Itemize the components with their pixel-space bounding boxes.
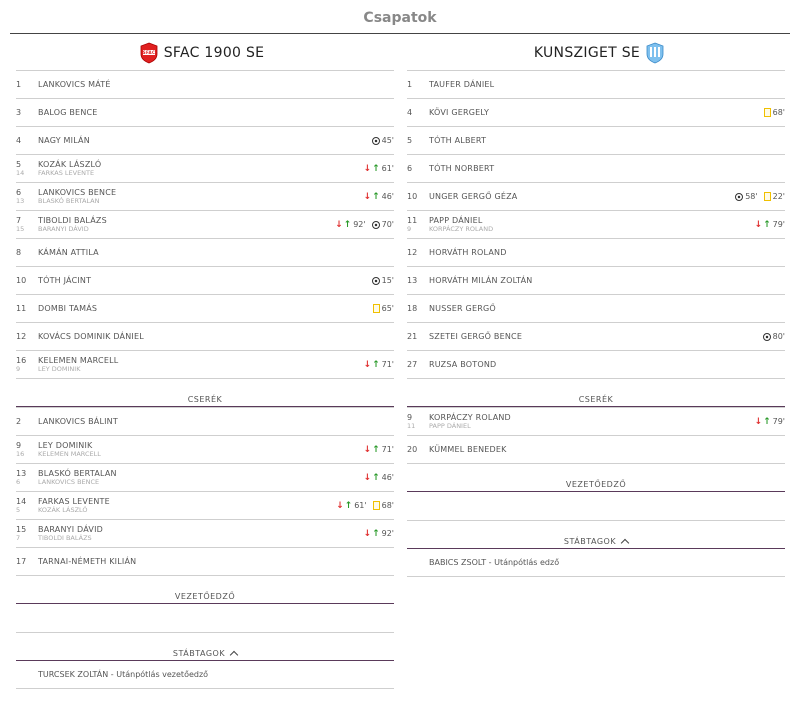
player-number: 1 [407,80,413,89]
yellow-card-icon [373,304,380,313]
player-name-col [38,304,373,313]
player-number-col [407,360,429,369]
player-row[interactable] [16,323,394,351]
player-number-col [407,332,429,341]
football-icon [763,333,771,341]
player-row[interactable] [16,520,394,548]
player-name-col [38,276,372,285]
replaced-player-name: KORPÁCZY ROLAND [429,225,494,233]
player-number-col [407,276,429,285]
substitution-icon: ↓ ↑ [754,219,771,230]
player-number: 5 [407,136,413,145]
player-row[interactable] [407,127,785,155]
player-number: 13 [16,469,27,478]
player-events [364,529,394,538]
player-name[interactable]: KÖVI GERGELY [429,108,490,117]
player-name-col [38,136,372,145]
replaced-player-name: LEY DOMINIK [38,365,81,373]
replaced-player-number: 5 [16,506,21,514]
replaced-player-number: 6 [16,478,21,486]
player-name[interactable]: KELEMEN MARCELL [38,356,119,365]
player-number-col [407,304,429,313]
player-row[interactable] [16,183,394,211]
away-starters-list [407,70,785,379]
player-number-col [16,248,38,257]
player-name-col [38,497,336,514]
substitution-icon: ↓ ↑ [363,359,380,370]
player-name-col [38,216,335,233]
player-name[interactable]: HORVÁTH ROLAND [429,248,507,257]
goal-event [372,220,394,229]
player-number-col [16,108,38,117]
substitution-icon: ↓ ↑ [363,444,380,455]
player-name-col [429,445,785,454]
player-number: 1 [16,80,22,89]
player-number: 13 [407,276,418,285]
sub-event [364,529,394,538]
replaced-player-number: 9 [16,365,21,373]
home-coach-title: VEZETŐEDZŐ [16,576,394,604]
player-name-col [429,276,785,285]
player-number-col [407,248,429,257]
player-name[interactable]: TIBOLDI BALÁZS [38,216,107,225]
player-name-col [38,248,394,257]
home-staff-toggle[interactable] [16,633,394,661]
player-name[interactable]: TÓTH NORBERT [429,164,495,173]
player-name-col [429,192,735,201]
player-events [364,192,394,201]
player-number: 11 [407,216,418,225]
player-row[interactable] [407,267,785,295]
player-number: 4 [16,136,22,145]
player-number-col [16,136,38,145]
replaced-player-number: 11 [407,422,416,430]
event-minute: 80' [772,332,785,341]
home-team-column [16,36,394,689]
replaced-player-number: 7 [16,534,21,542]
player-events [364,445,394,454]
player-number: 9 [16,441,22,450]
player-number: 6 [407,164,413,173]
away-coach-row [407,492,785,521]
away-staff-row: BABICS ZSOLT - Utánpótlás edző [407,549,785,577]
player-name[interactable]: TAUFER DÁNIEL [429,80,495,89]
player-name[interactable]: NUSSER GERGŐ [429,304,496,313]
event-minute: 92' [381,529,394,538]
player-name-col [38,469,364,486]
player-row[interactable] [16,464,394,492]
away-team-column [407,36,785,577]
replaced-player-name: TIBOLDI BALÁZS [38,534,92,542]
player-name[interactable]: KOVÁCS DOMINIK DÁNIEL [38,332,144,341]
player-row[interactable] [407,155,785,183]
player-number: 12 [407,248,418,257]
player-events [335,220,394,229]
substitution-icon: ↓ ↑ [363,528,380,539]
sub-event [364,473,394,482]
home-team-header [16,36,394,70]
player-name[interactable]: KÜMMEL BENEDEK [429,445,507,454]
player-number-col [16,160,38,177]
replaced-player-name: LANKOVICS BENCE [38,478,100,486]
substitution-icon: ↓ ↑ [754,416,771,427]
player-name-col [38,188,364,205]
player-name[interactable]: LANKOVICS MÁTÉ [38,80,111,89]
player-number: 2 [16,417,22,426]
player-name[interactable]: LANKOVICS BÁLINT [38,417,118,426]
event-minute: 92' [353,220,366,229]
player-name-col [429,413,755,430]
player-row[interactable] [407,183,785,211]
player-name[interactable]: DOMBI TAMÁS [38,304,98,313]
player-row[interactable] [16,295,394,323]
player-number-col [16,557,38,566]
sub-event [755,417,785,426]
sub-event [335,220,365,229]
home-staff-title: STÁBTAGOK [172,649,226,658]
player-number: 3 [16,108,22,117]
goal-event [372,136,394,145]
player-name-col [38,160,364,177]
sub-event [364,360,394,369]
player-events [364,360,394,369]
page-title: Csapatok [363,10,437,26]
player-name[interactable]: FARKAS LEVENTE [38,497,110,506]
player-name-col [429,360,785,369]
yellow-card-icon [764,108,771,117]
player-name-col [38,332,394,341]
player-name-col [429,164,785,173]
player-events [364,473,394,482]
goal-event [372,276,394,285]
player-number: 8 [16,248,22,257]
away-staff-toggle[interactable] [407,521,785,549]
player-name-col [38,80,394,89]
player-row[interactable] [407,436,785,464]
event-minute: 71' [381,360,394,369]
player-number-col [16,216,38,233]
home-team-name[interactable]: SFAC 1900 SE [163,45,265,61]
replaced-player-number: 15 [16,225,25,233]
player-row[interactable] [16,239,394,267]
event-minute: 58' [745,192,758,201]
player-number-col [16,188,38,205]
event-minute: 65' [381,304,394,313]
player-events [755,220,785,229]
event-minute: 79' [772,417,785,426]
player-name[interactable]: LEY DOMINIK [38,441,93,450]
player-number-col [407,164,429,173]
replaced-player-name: PAPP DÁNIEL [429,422,471,430]
player-number: 20 [407,445,418,454]
event-minute: 46' [381,192,394,201]
yellow-card-icon [764,192,771,201]
player-events [372,276,394,285]
replaced-player-number: 9 [407,225,412,233]
player-row[interactable] [407,211,785,239]
player-name[interactable]: RUZSA BOTOND [429,360,497,369]
player-events [364,164,394,173]
player-name[interactable]: TÓTH JÁCINT [38,276,92,285]
replaced-player-name: BLASKÓ BERTALAN [38,197,100,205]
player-number: 18 [407,304,418,313]
player-number-col [16,417,38,426]
player-number-col [16,441,38,458]
player-name[interactable]: LANKOVICS BENCE [38,188,117,197]
player-number-col [16,497,38,514]
player-name-col [429,304,785,313]
football-icon [372,137,380,145]
player-name-col [38,417,394,426]
player-name[interactable]: NAGY MILÁN [38,136,90,145]
football-icon [735,193,743,201]
player-name-col [429,108,764,117]
player-row[interactable] [16,127,394,155]
player-number-col [16,469,38,486]
player-name-col [429,248,785,257]
player-number-col [16,525,38,542]
card-event [764,108,785,117]
player-name[interactable]: TARNAI-NÉMETH KILIÁN [38,557,137,566]
player-number: 21 [407,332,418,341]
goal-event [735,192,757,201]
sfac-crest-icon [140,42,158,64]
event-minute: 70' [381,220,394,229]
substitution-icon: ↓ ↑ [336,500,353,511]
player-number: 14 [16,497,27,506]
player-name-col [38,356,364,373]
player-number: 16 [16,356,27,365]
player-number: 10 [407,192,418,201]
player-name[interactable]: KÁMÁN ATTILA [38,248,99,257]
player-name-col [38,441,364,458]
svg-text:SFAC: SFAC [142,50,155,55]
player-name[interactable]: PAPP DÁNIEL [429,216,483,225]
player-number: 9 [407,413,413,422]
sub-event [336,501,366,510]
substitution-icon: ↓ ↑ [335,219,352,230]
home-coach-row [16,604,394,633]
replaced-player-number: 14 [16,169,25,177]
player-name[interactable]: UNGER GERGŐ GÉZA [429,192,518,201]
away-subs-title: CSERÉK [407,379,785,407]
player-row[interactable] [16,351,394,379]
player-row[interactable] [407,351,785,379]
home-starters-list [16,70,394,379]
player-name[interactable]: SZETEI GERGŐ BENCE [429,332,523,341]
player-number: 15 [16,525,27,534]
player-name[interactable]: HORVÁTH MILÁN ZOLTÁN [429,276,533,285]
player-number: 12 [16,332,27,341]
replaced-player-name: BARANYI DÁVID [38,225,89,233]
player-number: 27 [407,360,418,369]
event-minute: 15' [381,276,394,285]
player-events [372,136,394,145]
substitution-icon: ↓ ↑ [363,191,380,202]
player-number: 11 [16,304,27,313]
player-number: 17 [16,557,27,566]
player-row[interactable] [407,407,785,436]
player-row[interactable] [16,99,394,127]
away-team-header [407,36,785,70]
player-number-col [407,108,429,117]
player-number-col [407,445,429,454]
player-row[interactable] [407,99,785,127]
substitution-icon: ↓ ↑ [363,163,380,174]
player-name[interactable]: BALOG BENCE [38,108,98,117]
player-number: 4 [407,108,413,117]
home-subs-list [16,407,394,576]
player-name-col [429,80,785,89]
player-name-col [429,332,763,341]
sub-event [755,220,785,229]
player-row[interactable] [16,267,394,295]
player-number-col [16,276,38,285]
player-events [755,417,785,426]
away-team-name[interactable]: KUNSZIGET SE [533,45,641,61]
event-minute: 61' [381,164,394,173]
event-minute: 68' [772,108,785,117]
football-icon [372,277,380,285]
player-row[interactable] [407,239,785,267]
player-row[interactable] [407,70,785,99]
player-events [336,501,394,510]
player-name[interactable]: BLASKÓ BERTALAN [38,469,117,478]
event-minute: 71' [381,445,394,454]
player-number: 6 [16,188,22,197]
sub-event [364,164,394,173]
event-minute: 68' [381,501,394,510]
player-events [763,332,785,341]
card-event [373,304,394,313]
player-number-col [16,80,38,89]
player-row[interactable] [16,492,394,520]
card-event [373,501,394,510]
event-minute: 79' [772,220,785,229]
yellow-card-icon [373,501,380,510]
player-number-col [407,192,429,201]
sub-event [364,192,394,201]
player-name[interactable]: KORPÁCZY ROLAND [429,413,511,422]
player-row[interactable] [407,295,785,323]
player-name-col [429,136,785,145]
chevron-up-icon [230,651,238,659]
player-row[interactable] [16,155,394,183]
player-row[interactable] [16,70,394,99]
event-minute: 22' [772,192,785,201]
sub-event [364,445,394,454]
home-subs-title: CSERÉK [16,379,394,407]
replaced-player-name: KOZÁK LÁSZLÓ [38,506,88,514]
title-divider [10,33,790,34]
substitution-icon: ↓ ↑ [363,472,380,483]
player-number-col [407,136,429,145]
chevron-up-icon [621,539,629,547]
event-minute: 45' [381,136,394,145]
replaced-player-number: 16 [16,450,25,458]
player-number: 7 [16,216,22,225]
player-number-col [407,413,429,430]
event-minute: 46' [381,473,394,482]
player-row[interactable] [16,211,394,239]
player-number-col [16,332,38,341]
player-name[interactable]: BARANYI DÁVID [38,525,104,534]
player-events [373,304,394,313]
player-name-col [38,108,394,117]
card-event [764,192,785,201]
player-number-col [16,304,38,313]
goal-event [763,332,785,341]
away-subs-list [407,407,785,464]
away-staff-title: STÁBTAGOK [563,537,617,546]
player-name-col [429,216,755,233]
kunsziget-crest-icon [646,42,664,64]
player-events [764,108,785,117]
player-name-col [38,525,364,542]
player-number-col [407,216,429,233]
player-name[interactable]: TÓTH ALBERT [429,136,487,145]
player-number: 5 [16,160,22,169]
player-number-col [16,356,38,373]
away-coach-title: VEZETŐEDZŐ [407,464,785,492]
player-row[interactable] [16,548,394,576]
replaced-player-name: KELEMEN MARCELL [38,450,101,458]
replaced-player-name: FARKAS LEVENTE [38,169,95,177]
player-number-col [407,80,429,89]
player-name[interactable]: KOZÁK LÁSZLÓ [38,160,102,169]
player-row[interactable] [16,407,394,436]
replaced-player-number: 13 [16,197,25,205]
player-events [735,192,785,201]
player-row[interactable] [407,323,785,351]
player-row[interactable] [16,436,394,464]
football-icon [372,221,380,229]
player-number: 10 [16,276,27,285]
home-staff-row: TURCSEK ZOLTÁN - Utánpótlás vezetőedző [16,661,394,689]
player-name-col [38,557,394,566]
event-minute: 61' [354,501,367,510]
